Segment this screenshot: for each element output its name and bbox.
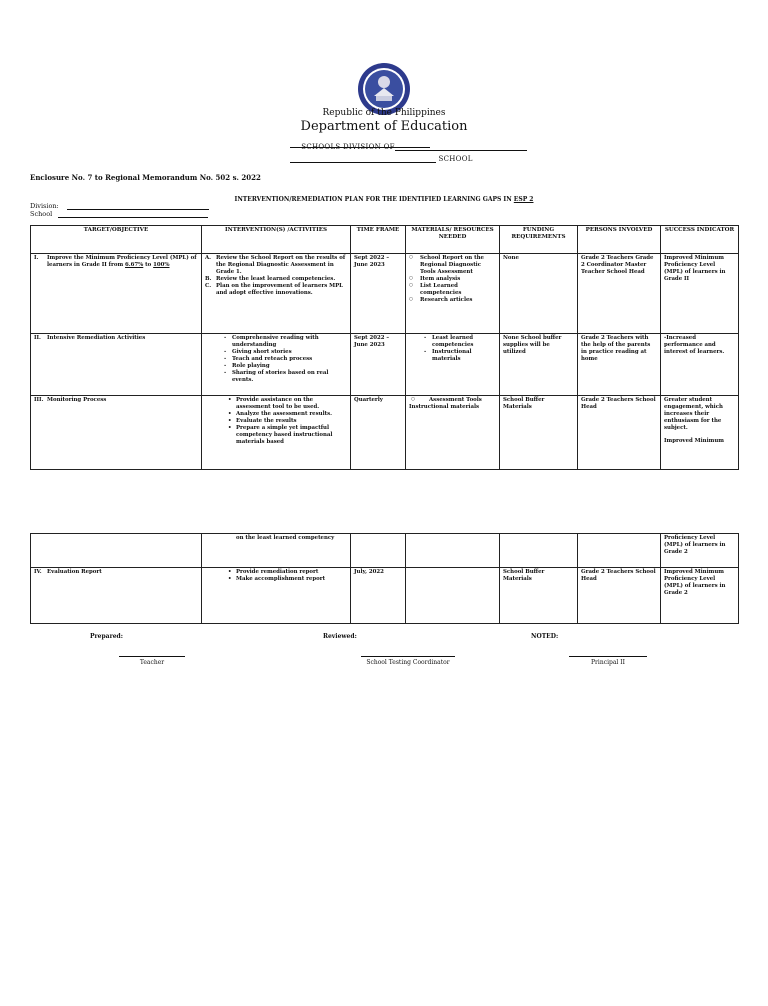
list-item: • Provide remediation report xyxy=(225,569,347,576)
target-text-to: to xyxy=(143,262,154,269)
noted-label: NOTED: xyxy=(531,633,559,640)
target-text: Monitoring Process xyxy=(47,397,107,403)
list-item: • Make accomplishment report xyxy=(225,576,347,583)
materials-cell xyxy=(406,568,500,624)
list-item: A. Review the School Report on the results of the Regional Diagnostic Assessment in Grade 1. xyxy=(205,255,346,276)
persons-cell: Grade 2 Teachers School Head xyxy=(578,396,661,470)
list-item: - Role playing xyxy=(221,363,347,370)
target-cell xyxy=(31,534,202,568)
activity-continued: on the least learned competency xyxy=(236,535,335,541)
division-top-rule xyxy=(290,147,430,148)
plan-title-text: INTERVENTION/REMEDIATION PLAN FOR THE IDENTIFIED LEARNING GAPS IN xyxy=(234,196,514,203)
school-field-line xyxy=(58,217,208,218)
reviewed-label: Reviewed: xyxy=(323,633,357,640)
row-number: IV. xyxy=(34,569,42,575)
republic-line: Republic of the Philippines xyxy=(322,108,446,118)
list-item: C. Plan on the improvement of learners MPL and adopt effective innovations. xyxy=(205,283,343,297)
col-header: MATERIALS/ RESOURCES NEEDED xyxy=(406,226,500,254)
col-header: FUNDING REQUIREMENTS xyxy=(500,226,578,254)
table-row xyxy=(31,534,739,568)
funding-cell: None xyxy=(500,254,578,334)
row-number: I. xyxy=(34,255,39,261)
list-item: - Giving short stories xyxy=(221,349,347,356)
persons-cell: Grade 2 Teachers with the help of the parents in practice reading at home xyxy=(578,334,661,396)
department-title: Department of Education xyxy=(300,119,468,134)
success-cell: Improved Minimum Proficiency Level (MPL) of learners in Grade 2 xyxy=(661,568,739,624)
time-cell: Sept 2022 – June 2023 xyxy=(351,334,406,396)
funding-cell: None School buffer supplies will be utilized xyxy=(500,334,578,396)
success-cell xyxy=(661,396,739,470)
success-text: Improved Minimum xyxy=(664,438,724,445)
materials-cell: ○ Assessment Tools Instructional materials xyxy=(406,396,500,470)
funding-cell: School Buffer Materials xyxy=(500,396,578,470)
success-cell: Improved Minimum Proficiency Level (MPL) of learners in Grade II xyxy=(661,254,739,334)
target-cell xyxy=(31,254,202,334)
time-cell: Sept 2022 – June 2023 xyxy=(351,254,406,334)
materials-item: Instructional materials xyxy=(409,404,480,411)
success-cell: -Increased performance and interest of learners. xyxy=(661,334,739,396)
time-cell: July, 2022 xyxy=(351,568,406,624)
division-label: SCHOOLS DIVISION OF xyxy=(301,143,395,151)
list-item: • Analyze the assessment results. xyxy=(225,411,347,418)
target-pct-to: 100% xyxy=(153,262,170,269)
activities-cell xyxy=(202,396,351,470)
school-blank xyxy=(290,162,436,163)
col-header: INTERVENTION(S) /ACTIVITIES xyxy=(202,226,351,254)
school-label: SCHOOL xyxy=(438,155,473,163)
col-header: PERSONS INVOLVED xyxy=(578,226,661,254)
list-item: • Provide assistance on the assessment tool to be used. xyxy=(225,397,347,411)
activities-cell xyxy=(202,334,351,396)
target-cell xyxy=(31,334,202,396)
table-row xyxy=(31,568,739,624)
time-cell: Quarterly xyxy=(351,396,406,470)
principal-signature: Principal II xyxy=(569,656,647,666)
persons-cell xyxy=(578,534,661,568)
row-number: II. xyxy=(34,335,41,341)
activities-cell xyxy=(202,568,351,624)
target-cell xyxy=(31,568,202,624)
list-item: • Evaluate the results xyxy=(225,418,347,425)
col-header: TIME FRAME xyxy=(351,226,406,254)
activities-cell xyxy=(202,534,351,568)
col-header: TARGET/OBJECTIVE xyxy=(31,226,202,254)
table-header-row xyxy=(31,226,739,254)
school-field xyxy=(30,210,208,218)
materials-cell xyxy=(406,334,500,396)
list-item: ○ List Learned competencies xyxy=(409,283,496,297)
list-item: - Least learned competencies xyxy=(421,335,496,349)
target-text: Evaluation Report xyxy=(47,569,102,575)
success-cell: Proficiency Level (MPL) of learners in Grade 2 xyxy=(661,534,739,568)
row-number: III. xyxy=(34,397,44,403)
division-field xyxy=(30,202,209,210)
enclosure-text: Enclosure No. 7 to Regional Memorandum No. 502 s. 2022 xyxy=(30,173,261,182)
table-row xyxy=(31,254,739,334)
division-blank xyxy=(395,150,527,151)
prepared-label: Prepared: xyxy=(90,633,123,640)
list-item: - Teach and reteach process xyxy=(221,356,347,363)
list-item: - Instructional materials xyxy=(421,349,496,363)
time-cell xyxy=(351,534,406,568)
list-item: ○ Research articles xyxy=(409,297,496,304)
funding-cell: School Buffer Materials xyxy=(500,568,578,624)
materials-cell xyxy=(406,534,500,568)
plan-table-continued xyxy=(30,533,739,624)
teacher-signature: Teacher xyxy=(119,656,185,666)
list-item: B. Review the least learned competencies. xyxy=(205,276,336,283)
plan-subject: ESP 2 xyxy=(513,196,534,203)
plan-table xyxy=(30,225,739,470)
persons-cell: Grade 2 Teachers Grade 2 Coordinator Master Teacher School Head xyxy=(578,254,661,334)
col-header: SUCCESS INDICATOR xyxy=(661,226,739,254)
target-cell xyxy=(31,396,202,470)
coordinator-signature: School Testing Coordinator xyxy=(361,656,455,666)
division-field-label: Division: xyxy=(30,202,59,210)
list-item: - Comprehensive reading with understanding xyxy=(221,335,347,349)
target-text: Intensive Remediation Activities xyxy=(47,335,146,341)
materials-cell xyxy=(406,254,500,334)
table-row xyxy=(31,334,739,396)
table-row xyxy=(31,396,739,470)
persons-cell: Grade 2 Teachers School Head xyxy=(578,568,661,624)
list-item: - Sharing of stories based on real events. xyxy=(221,370,347,384)
success-text: Greater student engagement, which increases their enthusiasm for the subject. xyxy=(664,397,723,432)
activities-cell xyxy=(202,254,351,334)
school-field-label: School xyxy=(30,210,53,218)
school-line xyxy=(290,155,473,163)
list-item: ○ School Report on the Regional Diagnostic Tools Assessment xyxy=(409,255,496,276)
list-item: ○ Item analysis xyxy=(409,276,496,283)
funding-cell xyxy=(500,534,578,568)
list-item: • Prepare a simple yet impactful competency based instructional materials based xyxy=(225,425,347,446)
target-pct-from: 6.67% xyxy=(125,262,144,269)
target-text: Improve the Minimum Proficiency Level (MPL) of learners in Grade II from xyxy=(47,255,197,269)
materials-item: Assessment Tools xyxy=(429,397,482,403)
